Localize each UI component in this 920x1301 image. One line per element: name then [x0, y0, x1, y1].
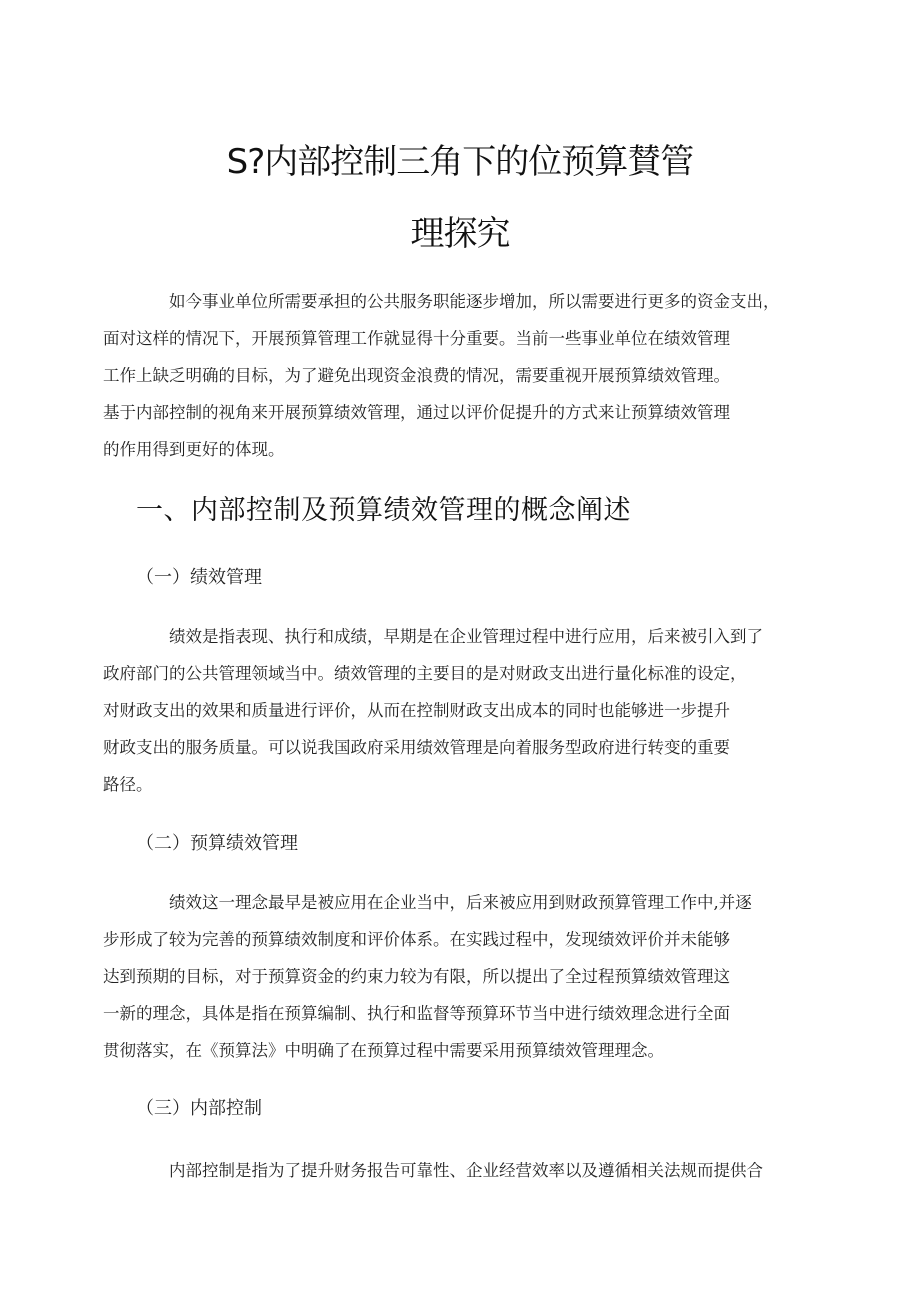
subsection-1-line: 路径。: [103, 775, 153, 794]
subsection-3-paragraph: [136, 1152, 796, 1189]
intro-paragraph: [103, 283, 796, 468]
intro-line: 基于内部控制的视角来开展预算绩效管理，通过以评价促提升的方式来让预算绩效管理: [103, 403, 730, 422]
subsection-3-line: 内部控制是指为了提升财务报告可靠性、企业经营效率以及遵循相关法规而提供合: [169, 1161, 763, 1180]
subsection-2-line: 一新的理念，具体是指在预算编制、执行和监督等预算环节当中进行绩效理念进行全面: [103, 1004, 730, 1023]
subsection-2-line: 绩效这一理念最早是被应用在企业当中，后来被应用到财政预算管理工作中,并逐: [169, 893, 752, 912]
document-title-line-1: S?内部控制三角下的位预算賛管: [226, 142, 694, 182]
subsection-2-line: 贯彻落实，在《预算法》中明确了在预算过程中需要采用预算绩效管理理念。: [103, 1041, 664, 1060]
subsection-2-line: 达到预期的目标，对于预算资金的约束力较为有限，所以提出了全过程预算绩效管理这: [103, 967, 730, 986]
subsection-1-line: 绩效是指表现、执行和成绩，早期是在企业管理过程中进行应用，后来被引入到了: [169, 627, 763, 646]
intro-line: 工作上缺乏明确的目标，为了避免出现资金浪费的情况，需要重视开展预算绩效管理。: [103, 366, 730, 385]
subsection-3-heading: （三）内部控制: [136, 1098, 262, 1119]
intro-line: 如今事业单位所需要承担的公共服务职能逐步增加，所以需要进行更多的资金支出，: [169, 292, 780, 311]
subsection-1-line: 对财政支出的效果和质量进行评价，从而在控制财政支出成本的同时也能够进一步提升: [103, 701, 730, 720]
subsection-1-line: 政府部门的公共管理领域当中。绩效管理的主要目的是对财政支出进行量化标准的设定，: [103, 664, 747, 683]
subsection-1-heading: （一）绩效管理: [136, 567, 262, 588]
intro-line: 的作用得到更好的体现。: [103, 440, 285, 459]
subsection-2-paragraph: [103, 884, 796, 1069]
intro-line: 面对这样的情况下，开展预算管理工作就显得十分重要。当前一些事业单位在绩效管理: [103, 329, 730, 348]
document-title-line-2: 理探究: [410, 214, 510, 254]
subsection-1-paragraph: [103, 618, 796, 803]
subsection-2-heading: （二）预算绩效管理: [136, 833, 298, 854]
subsection-2-line: 步形成了较为完善的预算绩效制度和评价体系。在实践过程中，发现绩效评价并未能够: [103, 930, 730, 949]
subsection-1-line: 财政支出的服务质量。可以说我国政府采用绩效管理是向着服务型政府进行转变的重要: [103, 738, 730, 757]
section-1-heading: 一、内部控制及预算绩效管理的概念阐述: [136, 495, 631, 526]
